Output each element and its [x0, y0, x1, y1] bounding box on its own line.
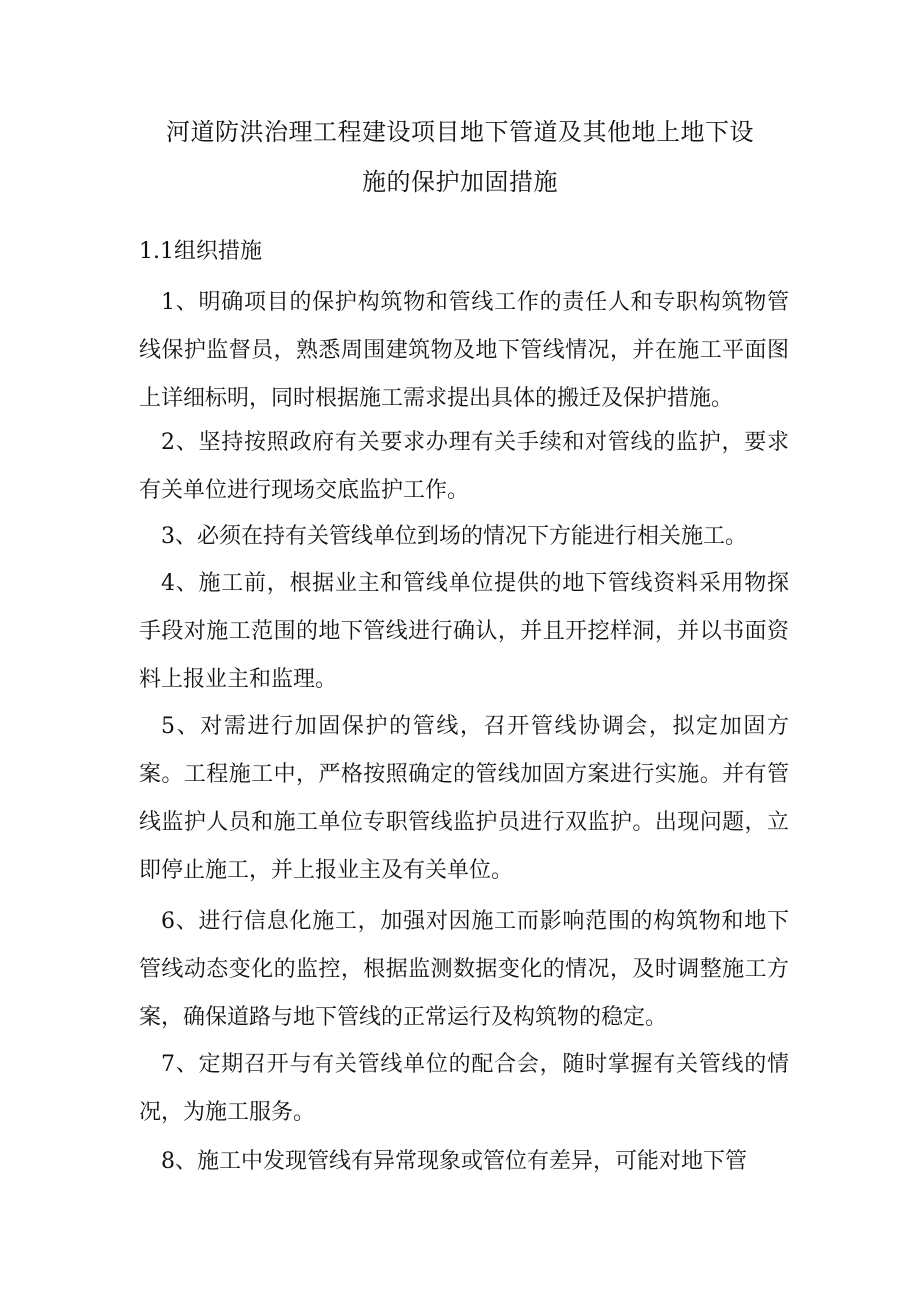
- paragraph-8: 8、施工中发现管线有异常现象或管位有差异，可能对地下管: [161, 1149, 747, 1174]
- document-title-line-2: 施的保护加固措施: [362, 168, 558, 196]
- paragraph-5: 5、对需进行加固保护的管线，召开管线协调会，拟定加固方案。工程施工中，严格按照确定的管线加固方案进行实施。并有管线监护人员和施工单位专职管线监护员进行双监护。出现问题，立即停止施工，并上报业主及有关单位。: [139, 714, 789, 883]
- paragraph-2: 2、坚持按照政府有关要求办理有关手续和对管线的监护，要求有关单位进行现场交底监护工作。: [139, 430, 789, 503]
- paragraph-4: 4、施工前，根据业主和管线单位提供的地下管线资料采用物探手段对施工范围的地下管线进行确认，并且开挖样洞，并以书面资料上报业主和监理。: [139, 571, 789, 692]
- section-heading: 1.1组织措施: [139, 239, 262, 264]
- paragraph-1: 1、明确项目的保护构筑物和管线工作的责任人和专职构筑物管线保护监督员，熟悉周围建筑物及地下管线情况，并在施工平面图上详细标明，同时根据施工需求提出具体的搬迁及保护措施。: [139, 290, 789, 411]
- paragraph-7: 7、定期召开与有关管线单位的配合会，随时掌握有关管线的情况，为施工服务。: [139, 1052, 789, 1125]
- paragraph-3: 3、必须在持有关管线单位到场的情况下方能进行相关施工。: [161, 524, 747, 549]
- paragraph-6: 6、进行信息化施工，加强对因施工而影响范围的构筑物和地下管线动态变化的监控，根据监测数据变化的情况，及时调整施工方案，确保道路与地下管线的正常运行及构筑物的稳定。: [139, 909, 789, 1030]
- document-title-line-1: 河道防洪治理工程建设项目地下管道及其他地上地下设: [166, 118, 754, 146]
